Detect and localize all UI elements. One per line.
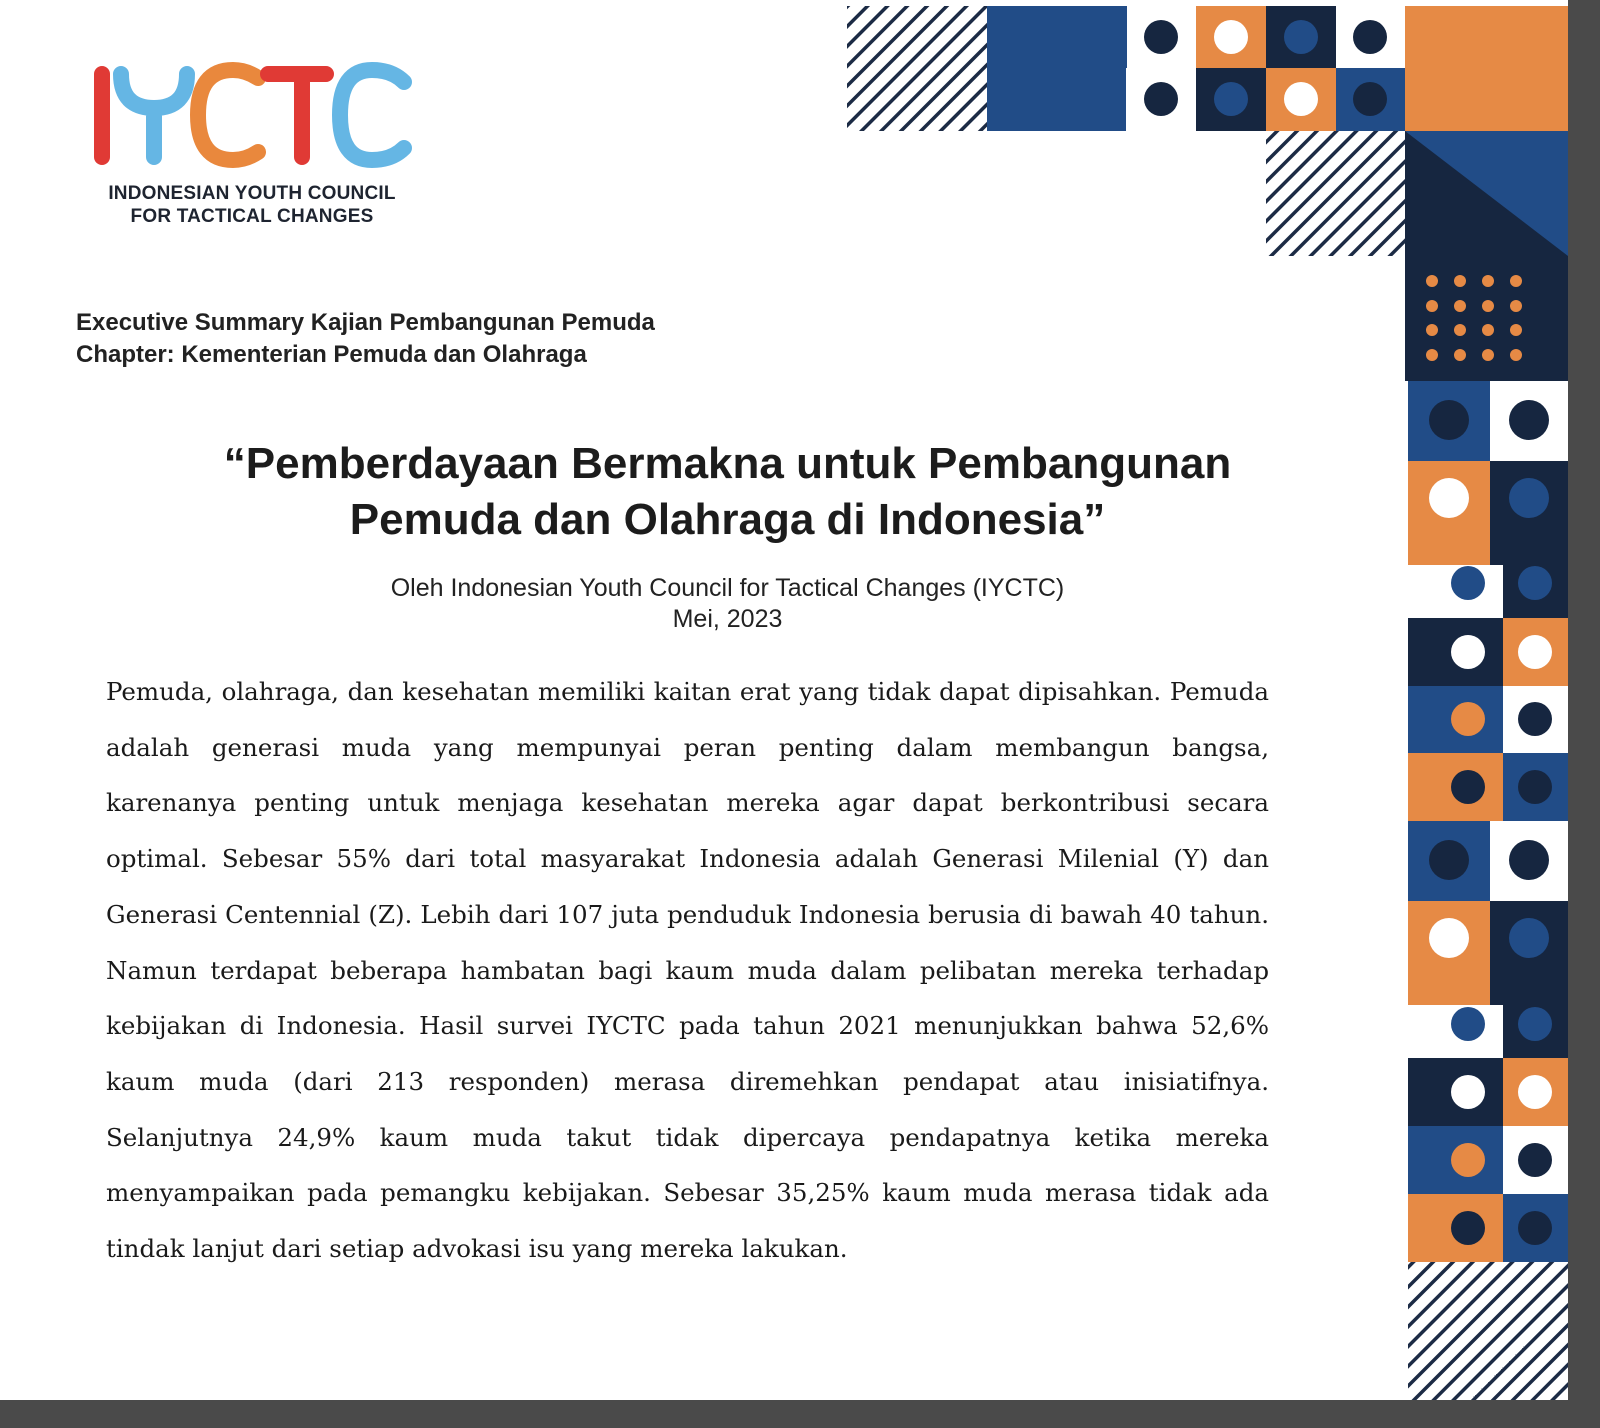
dot: [1451, 566, 1485, 600]
window-bottom-edge: [0, 1400, 1600, 1428]
dot: [1429, 400, 1469, 440]
dot: [1509, 400, 1549, 440]
dot: [1509, 840, 1549, 880]
dot: [1451, 1211, 1485, 1245]
hatch-block-top-left: [847, 6, 987, 131]
dot: [1144, 82, 1178, 116]
dot: [1518, 1075, 1552, 1109]
title-line1: “Pemberdayaan Bermakna untuk Pembangunan: [223, 439, 1232, 488]
dot: [1518, 770, 1552, 804]
dot: [1518, 1211, 1552, 1245]
dot: [1429, 840, 1469, 880]
header-line2: Chapter: Kementerian Pemuda dan Olahraga: [76, 341, 587, 368]
dot: [1144, 20, 1178, 54]
window-right-edge: [1568, 0, 1600, 1428]
dot: [1518, 1007, 1552, 1041]
dot: [1451, 1075, 1485, 1109]
dot: [1429, 478, 1469, 518]
dot: [1353, 82, 1387, 116]
dot: [1518, 702, 1552, 736]
body-paragraph: Pemuda, olahraga, dan kesehatan memiliki kaitan erat yang tidak dapat dipisahkan. Pemuda adalah generasi muda yang mempunyai peran penting dalam membangun bangsa, karenanya penting untuk menjaga kesehatan mereka agar dapat berkontribusi secara optimal. Sebesar 55% dari total masyarakat Indonesia adalah Generasi Milenial (Y) dan Generasi Centennial (Z). Lebih dari 107 juta penduduk Indonesia berusia di bawah 40 tahun. Namun terdapat beberapa hambatan bagi kaum muda dalam pelibatan mereka terhadap kebijakan di Indonesia. Hasil survei IYCTC pada tahun 2021 menunjukkan bahwa 52,6% kaum muda (dari 213 responden) merasa diremehkan pendapat atau inisiatifnya. Selanjutnya 24,9% kaum muda takut tidak dipercaya pendapatnya ketika mereka menyampaikan pada pemangku kebijakan. Sebesar 35,25% kaum muda merasa tidak ada tindak lanjut dari setiap advokasi isu yang mereka lakukan.: [106, 677, 1269, 1264]
logo-subtitle-line2: FOR TACTICAL CHANGES: [130, 206, 374, 227]
orange-block-corner: [1405, 6, 1568, 131]
dot: [1451, 635, 1485, 669]
byline-date: Mei, 2023: [672, 605, 783, 633]
dot: [1509, 918, 1549, 958]
dot: [1284, 20, 1318, 54]
navy-dots-block: [1405, 256, 1568, 381]
dot: [1509, 478, 1549, 518]
logo-subtitle-line1: INDONESIAN YOUTH COUNCIL: [108, 183, 396, 204]
dot: [1451, 1007, 1485, 1041]
hatch-block-bottom: [1408, 1262, 1568, 1400]
dot: [1429, 918, 1469, 958]
dot: [1284, 82, 1318, 116]
dot: [1451, 770, 1485, 804]
title-line2: Pemuda dan Olahraga di Indonesia”: [349, 495, 1106, 544]
dot: [1214, 20, 1248, 54]
dot: [1451, 1143, 1485, 1177]
dot: [1518, 566, 1552, 600]
dot: [1518, 635, 1552, 669]
dot: [1353, 20, 1387, 54]
header-line1: Executive Summary Kajian Pembangunan Pemuda: [76, 309, 655, 336]
byline-author: Oleh Indonesian Youth Council for Tactical Changes (IYCTC): [390, 574, 1065, 602]
blue-block-top: [987, 6, 1127, 131]
hatch-block-mid: [1266, 131, 1406, 256]
dot: [1214, 82, 1248, 116]
dot: [1518, 1143, 1552, 1177]
dot: [1451, 702, 1485, 736]
